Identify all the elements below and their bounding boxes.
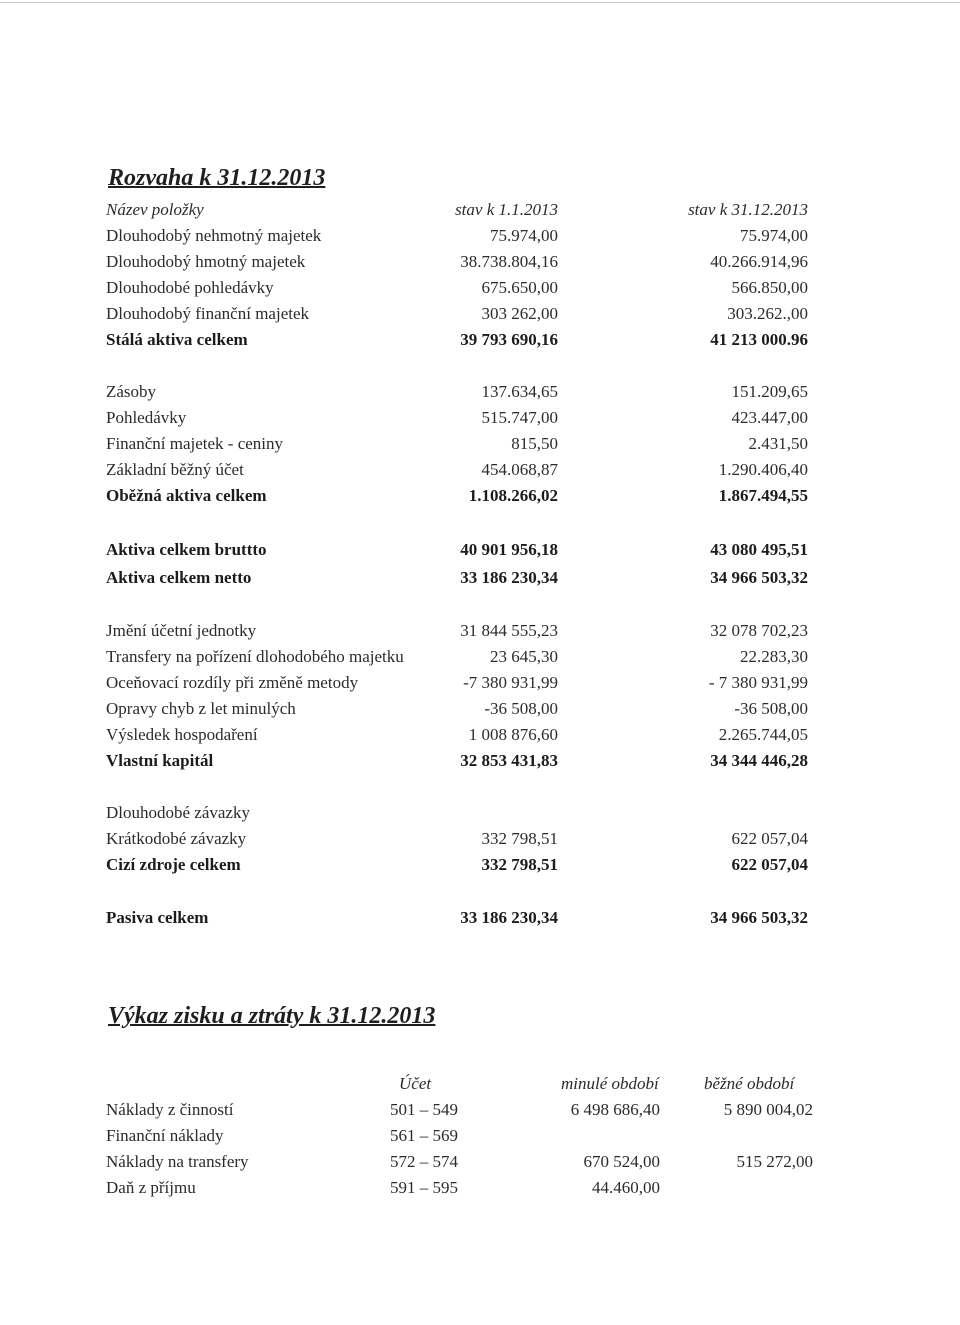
- table-row: [0, 905, 960, 931]
- header-col-end: stav k 31.12.2013: [688, 200, 808, 219]
- table-row: [0, 748, 960, 774]
- row-previous: 6 498 686,40: [570, 1100, 660, 1119]
- row-current: 515 272,00: [736, 1152, 813, 1171]
- row-account: 561 – 569: [390, 1126, 458, 1145]
- row-value-end: 1.290.406,40: [718, 460, 808, 479]
- row-value-start: 515.747,00: [481, 408, 558, 427]
- table-row: [0, 1097, 960, 1123]
- row-label: Náklady z činností: [106, 1100, 234, 1119]
- row-value-end: 43 080 495,51: [710, 540, 808, 559]
- row-value-start: 1.108.266,02: [468, 486, 558, 505]
- row-value-end: 566.850,00: [731, 278, 808, 297]
- row-value-end: 622 057,04: [731, 829, 808, 848]
- row-label: Aktiva celkem netto: [106, 568, 252, 587]
- table-row: [0, 249, 960, 275]
- row-account: 591 – 595: [390, 1178, 458, 1197]
- row-label: Náklady na transfery: [106, 1152, 249, 1171]
- row-label: Transfery na pořízení dlohodobého majetku: [106, 647, 404, 666]
- table-row: [0, 405, 960, 431]
- row-value-end: 32 078 702,23: [710, 621, 808, 640]
- top-rule: [0, 2, 960, 3]
- row-value-end: 40.266.914,96: [710, 252, 808, 271]
- row-label: Daň z příjmu: [106, 1178, 196, 1197]
- table-row: [0, 483, 960, 509]
- balance-header-row: [0, 197, 960, 223]
- row-value-start: 32 853 431,83: [460, 751, 558, 770]
- table-row: [0, 826, 960, 852]
- row-label: Dlouhodobé pohledávky: [106, 278, 274, 297]
- row-label: Dlouhodobý hmotný majetek: [106, 252, 306, 271]
- row-label: Opravy chyb z let minulých: [106, 699, 296, 718]
- table-row: [0, 670, 960, 696]
- row-value-start: 33 186 230,34: [460, 908, 558, 927]
- table-row: [0, 722, 960, 748]
- row-value-end: 34 966 503,32: [710, 568, 808, 587]
- row-value-end: 75.974,00: [740, 226, 808, 245]
- row-value-end: 2.431,50: [748, 434, 808, 453]
- table-row: [0, 644, 960, 670]
- balance-sheet-title: Rozvaha k 31.12.2013: [108, 165, 326, 191]
- row-value-end: -36 508,00: [734, 699, 808, 718]
- row-value-start: -36 508,00: [484, 699, 558, 718]
- row-label: Pasiva celkem: [106, 908, 209, 927]
- table-row: [0, 327, 960, 353]
- row-value-start: 137.634,65: [481, 382, 558, 401]
- row-label: Dlouhodobý finanční majetek: [106, 304, 310, 323]
- table-row: [0, 301, 960, 327]
- row-label: Aktiva celkem bruttto: [106, 540, 267, 559]
- row-value-start: 40 901 956,18: [460, 540, 558, 559]
- table-row: [0, 852, 960, 878]
- table-row: [0, 457, 960, 483]
- row-label: Krátkodobé závazky: [106, 829, 247, 848]
- row-current: 5 890 004,02: [723, 1100, 813, 1119]
- row-value-start: 675.650,00: [481, 278, 558, 297]
- table-row: [0, 379, 960, 405]
- row-value-start: 33 186 230,34: [460, 568, 558, 587]
- row-previous: 670 524,00: [583, 1152, 660, 1171]
- row-value-end: 303.262.,00: [727, 304, 808, 323]
- row-label: Zásoby: [106, 382, 157, 401]
- row-label: Dlouhodobý nehmotný majetek: [106, 226, 322, 245]
- row-previous: 44.460,00: [592, 1178, 660, 1197]
- row-value-end: 423.447,00: [731, 408, 808, 427]
- row-value-end: 151.209,65: [731, 382, 808, 401]
- row-value-start: 303 262,00: [481, 304, 558, 323]
- row-value-end: 41 213 000.96: [710, 330, 808, 349]
- header-col-start: stav k 1.1.2013: [455, 200, 558, 219]
- row-value-end: 2.265.744,05: [718, 725, 808, 744]
- row-value-end: 622 057,04: [731, 855, 808, 874]
- row-label: Oceňovací rozdíly při změně metody: [106, 673, 359, 692]
- row-account: 501 – 549: [390, 1100, 458, 1119]
- row-value-start: 332 798,51: [481, 855, 558, 874]
- row-value-end: - 7 380 931,99: [708, 673, 808, 692]
- row-value-end: 34 966 503,32: [710, 908, 808, 927]
- table-row: [0, 696, 960, 722]
- row-label: Finanční náklady: [106, 1126, 224, 1145]
- row-value-start: 1 008 876,60: [468, 725, 558, 744]
- table-row: [0, 275, 960, 301]
- row-label: Oběžná aktiva celkem: [106, 486, 267, 505]
- row-label: Pohledávky: [106, 408, 187, 427]
- table-row: [0, 618, 960, 644]
- table-row: [0, 1123, 960, 1149]
- profit-loss-title: Výkaz zisku a ztráty k 31.12.2013: [108, 1003, 436, 1029]
- row-label: Výsledek hospodaření: [106, 725, 258, 744]
- row-value-end: 22.283,30: [740, 647, 808, 666]
- row-value-start: 38.738.804,16: [460, 252, 558, 271]
- row-label: Vlastní kapitál: [106, 751, 214, 770]
- table-row: [0, 431, 960, 457]
- row-label: Stálá aktiva celkem: [106, 330, 248, 349]
- header-item-name: Název položky: [106, 200, 204, 219]
- table-row: [0, 800, 960, 826]
- row-account: 572 – 574: [390, 1152, 458, 1171]
- row-value-start: 39 793 690,16: [460, 330, 558, 349]
- table-row: [0, 1175, 960, 1201]
- table-row: [0, 1149, 960, 1175]
- row-value-start: 454.068,87: [481, 460, 558, 479]
- row-value-end: 1.867.494,55: [718, 486, 808, 505]
- row-value-start: 815,50: [511, 434, 558, 453]
- header-previous-period: minulé období: [561, 1074, 659, 1093]
- row-value-start: 31 844 555,23: [460, 621, 558, 640]
- table-row: [0, 223, 960, 249]
- row-value-end: 34 344 446,28: [710, 751, 808, 770]
- row-value-start: 332 798,51: [481, 829, 558, 848]
- pl-header-row: [0, 1071, 960, 1097]
- header-account: Účet: [399, 1074, 432, 1093]
- row-value-start: 75.974,00: [490, 226, 558, 245]
- row-label: Dlouhodobé závazky: [106, 803, 250, 822]
- header-current-period: běžné období: [704, 1074, 795, 1093]
- row-value-start: -7 380 931,99: [463, 673, 558, 692]
- row-label: Jmění účetní jednotky: [106, 621, 257, 640]
- row-label: Finanční majetek - ceniny: [106, 434, 284, 453]
- row-value-start: 23 645,30: [490, 647, 558, 666]
- table-row: [0, 565, 960, 591]
- row-label: Cizí zdroje celkem: [106, 855, 241, 874]
- table-row: [0, 537, 960, 563]
- row-label: Základní běžný účet: [106, 460, 244, 479]
